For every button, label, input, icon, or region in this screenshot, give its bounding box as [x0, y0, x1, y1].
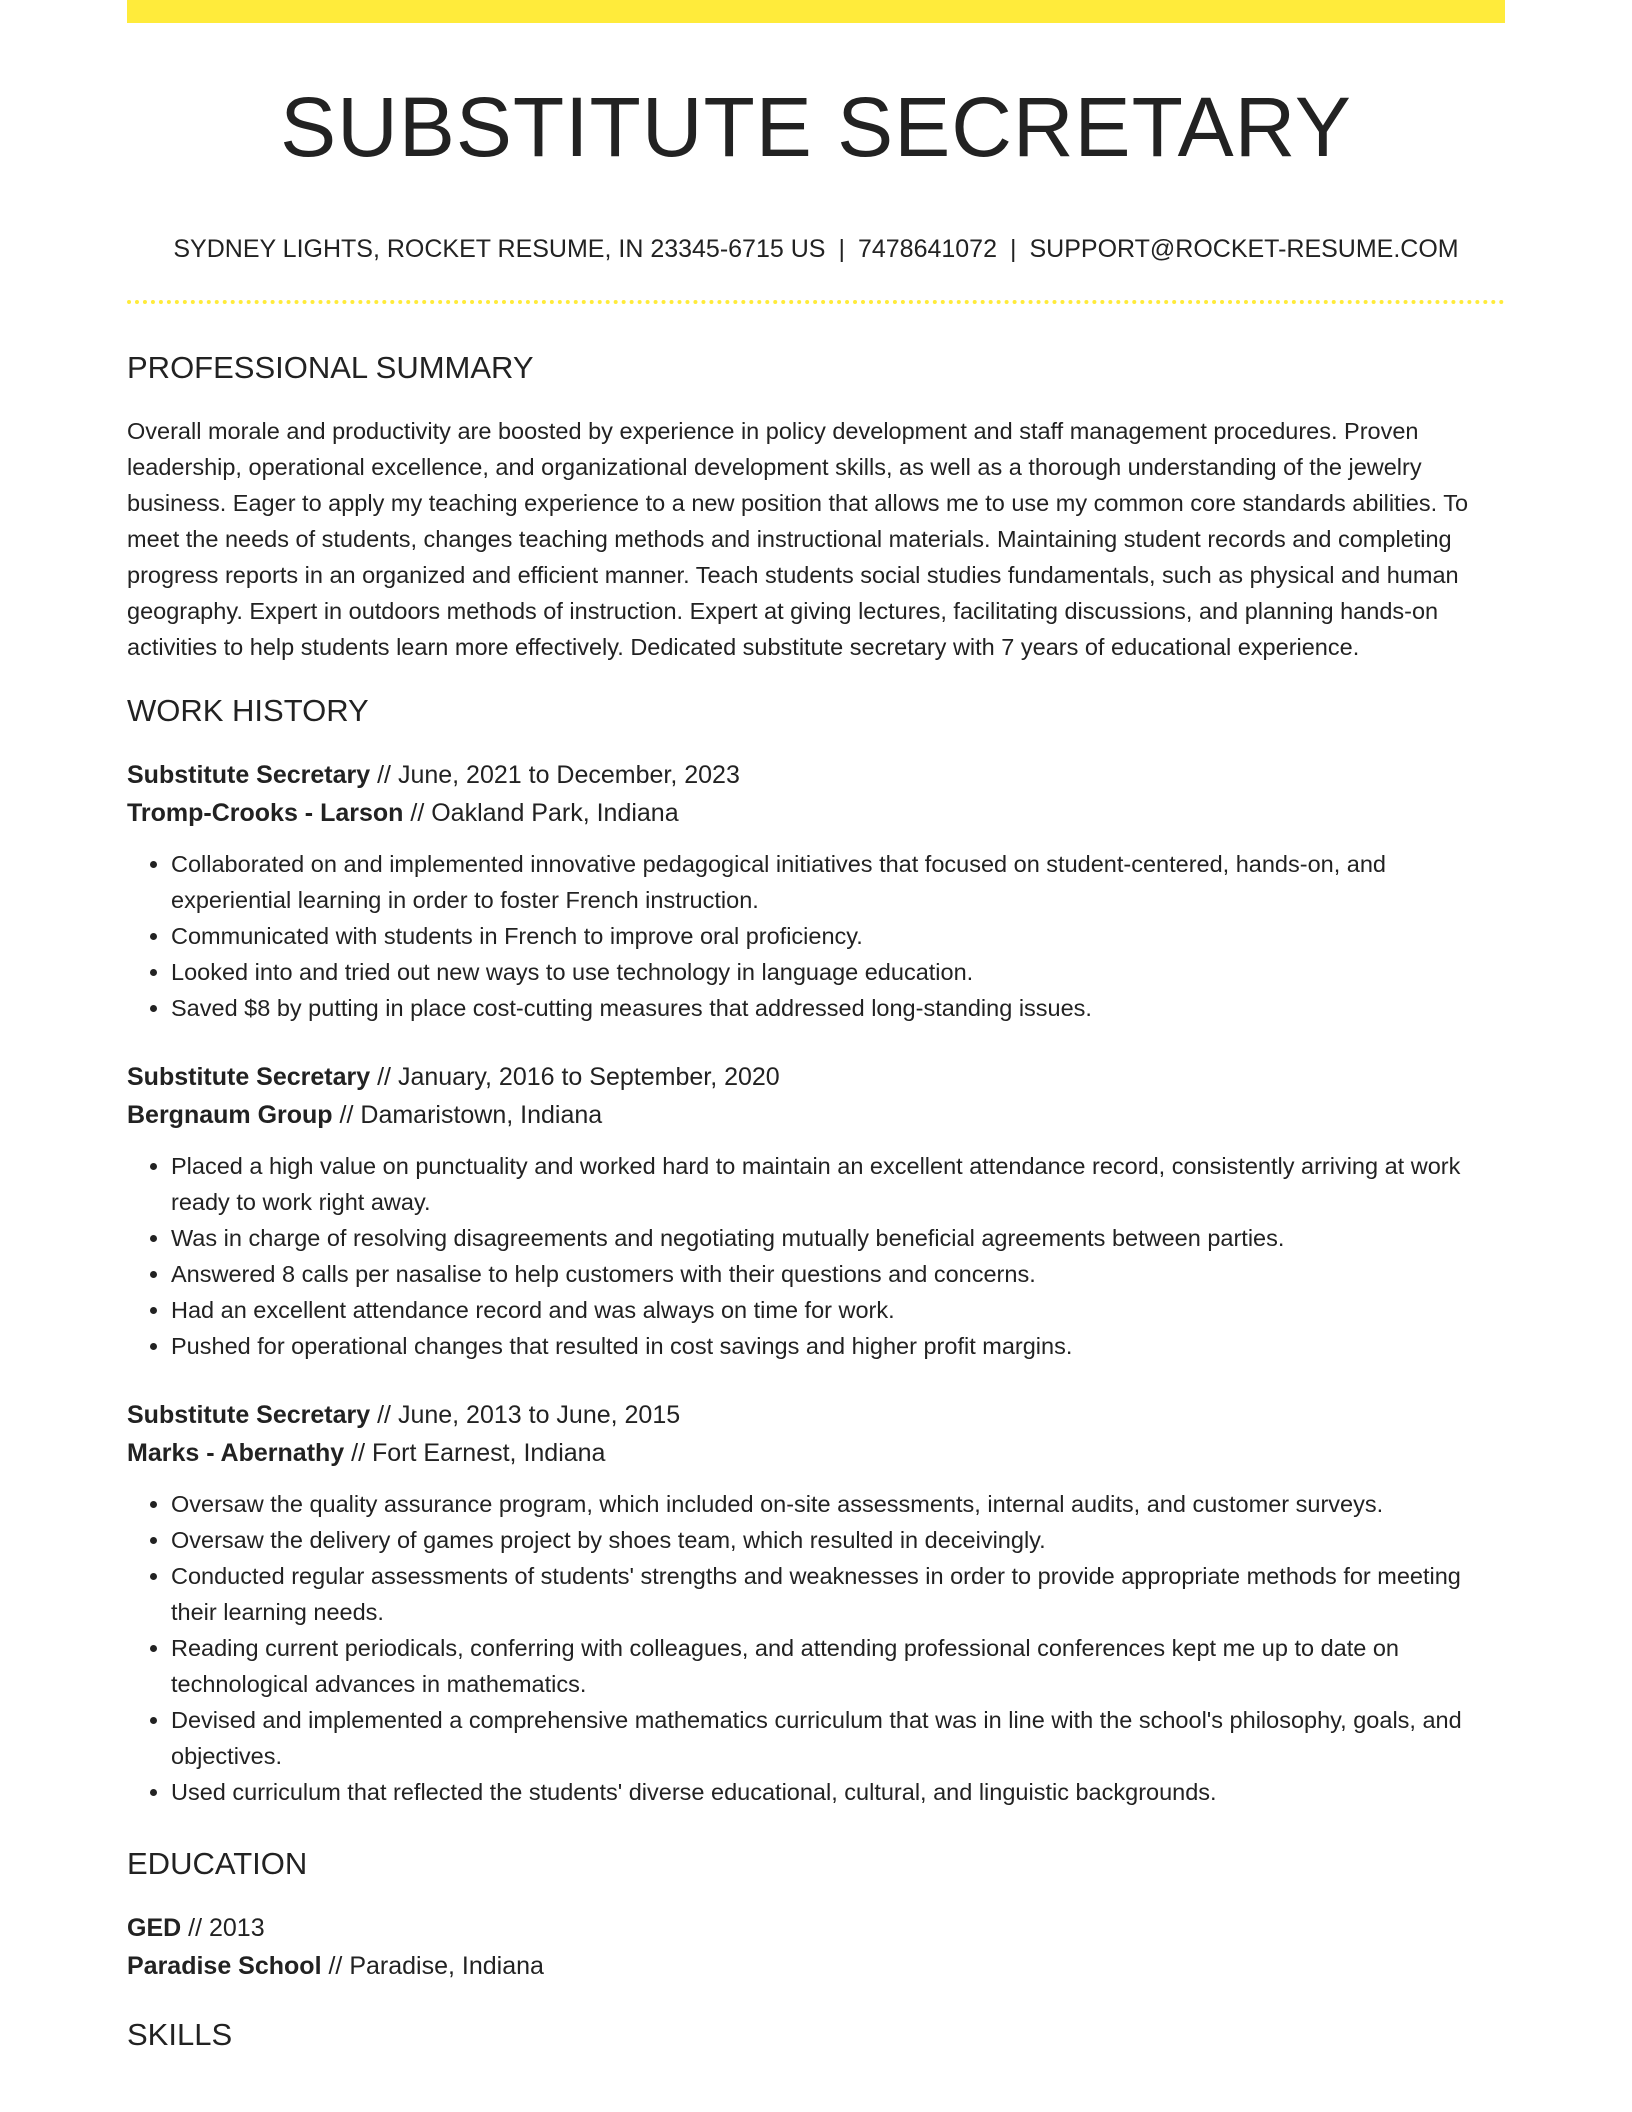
- education-heading: EDUCATION: [127, 1846, 308, 1881]
- job-bullet: • Collaborated on and implemented innovative pedagogical initiatives that focused on student-centered, hands-on, and experiential learning in order to foster French instruction.: [171, 846, 1505, 918]
- job-bullet: • Communicated with students in French to improve oral proficiency.: [171, 918, 1505, 954]
- contact-phone: 7478641072: [857, 235, 997, 263]
- job-company-line: [127, 794, 1505, 832]
- job-dates: June, 2021 to December, 2023: [397, 761, 740, 789]
- education-school-line: [127, 1947, 1505, 1985]
- job-bullet: • Answered 8 calls per nasalise to help customers with their questions and concerns.: [171, 1256, 1505, 1292]
- job-bullet: • Oversaw the delivery of games project by shoes team, which resulted in deceivingly.: [171, 1522, 1505, 1558]
- job-divider: //: [377, 1063, 391, 1091]
- job-location: Oakland Park, Indiana: [431, 799, 679, 827]
- job-bullet: • Looked into and tried out new ways to use technology in language education.: [171, 954, 1505, 990]
- contact-separator: |: [1010, 235, 1017, 263]
- education-divider: //: [188, 1914, 203, 1942]
- education-year: 2013: [209, 1914, 265, 1942]
- job-entry: [127, 1058, 1505, 1364]
- job-bullet: • Had an excellent attendance record and was always on time for work.: [171, 1292, 1505, 1328]
- job-company: Tromp-Crooks - Larson: [127, 799, 404, 827]
- job-bullet-list: [127, 1148, 1505, 1364]
- job-location: Fort Earnest, Indiana: [372, 1439, 606, 1467]
- job-divider: //: [377, 1401, 391, 1429]
- header-divider: [127, 300, 1505, 304]
- job-bullet: • Conducted regular assessments of students' strengths and weaknesses in order to provide appropriate methods for meeting their learning needs.: [171, 1558, 1505, 1630]
- contact-separator: |: [838, 235, 845, 263]
- contact-line: [127, 235, 1505, 264]
- job-bullet: • Devised and implemented a comprehensive mathematics curriculum that was in line with the school's philosophy, goals, and objectives.: [171, 1702, 1505, 1774]
- contact-email: SUPPORT@ROCKET-RESUME.COM: [1029, 235, 1459, 263]
- job-role: Substitute Secretary: [127, 1063, 371, 1091]
- job-divider: //: [339, 1101, 354, 1129]
- education-location: Paradise, Indiana: [349, 1952, 544, 1980]
- job-bullet-list: [127, 1486, 1505, 1810]
- job-bullet: • Pushed for operational changes that resulted in cost savings and higher profit margins.: [171, 1328, 1505, 1364]
- accent-bar: [127, 0, 1505, 23]
- summary-text: Overall morale and productivity are boosted by experience in policy development and staff management procedures. Proven leadership, operational excellence, and organizational development skills, as well as a thorough understanding of the jewelry business. Eager to apply my teaching experience to a new position that allows me to use my common core standards abilities. To meet the needs of students, changes teaching methods and instructional materials. Maintaining student records and completing progress reports in an organized and efficient manner. Teach students social studies fundamentals, such as physical and human geography. Expert in outdoors methods of instruction. Expert at giving lectures, facilitating discussions, and planning hands-on activities to help students learn more effectively. Dedicated substitute secretary with 7 years of educational experience.: [127, 418, 1469, 660]
- job-entry: [127, 756, 1505, 1026]
- summary-heading: PROFESSIONAL SUMMARY: [127, 350, 534, 385]
- job-role: Substitute Secretary: [127, 761, 371, 789]
- job-dates: January, 2016 to September, 2020: [397, 1063, 780, 1091]
- education-entry: [127, 1909, 1505, 1985]
- job-company-line: [127, 1096, 1505, 1134]
- job-company: Marks - Abernathy: [127, 1439, 345, 1467]
- job-bullet: • Used curriculum that reflected the students' diverse educational, cultural, and linguistic backgrounds.: [171, 1774, 1505, 1810]
- work-history-heading: WORK HISTORY: [127, 693, 369, 728]
- job-role-line: [127, 756, 1505, 794]
- job-company-line: [127, 1434, 1505, 1472]
- job-company: Bergnaum Group: [127, 1101, 333, 1129]
- job-divider: //: [410, 799, 425, 827]
- skills-heading: SKILLS: [127, 2017, 233, 2052]
- job-role: Substitute Secretary: [127, 1401, 371, 1429]
- resume-title: SUBSTITUTE SECRETARY: [280, 80, 1352, 174]
- job-bullet-list: [127, 846, 1505, 1026]
- job-bullet: • Oversaw the quality assurance program, which included on-site assessments, internal audits, and customer surveys.: [171, 1486, 1505, 1522]
- job-divider: //: [377, 761, 391, 789]
- education-school: Paradise School: [127, 1952, 322, 1980]
- education-degree-line: [127, 1909, 1505, 1947]
- job-entry: [127, 1396, 1505, 1810]
- job-dates: June, 2013 to June, 2015: [397, 1401, 681, 1429]
- job-role-line: [127, 1058, 1505, 1096]
- job-location: Damaristown, Indiana: [360, 1101, 603, 1129]
- education-divider: //: [328, 1952, 343, 1980]
- job-bullet: • Saved $8 by putting in place cost-cutting measures that addressed long-standing issues.: [171, 990, 1505, 1026]
- job-role-line: [127, 1396, 1505, 1434]
- job-divider: //: [351, 1439, 366, 1467]
- contact-address: SYDNEY LIGHTS, ROCKET RESUME, IN 23345-6715 US: [173, 235, 826, 263]
- education-degree: GED: [127, 1914, 182, 1942]
- job-bullet: • Placed a high value on punctuality and worked hard to maintain an excellent attendance record, consistently arriving at work ready to work right away.: [171, 1148, 1505, 1220]
- job-bullet: • Was in charge of resolving disagreements and negotiating mutually beneficial agreements between parties.: [171, 1220, 1505, 1256]
- job-bullet: • Reading current periodicals, conferring with colleagues, and attending professional conferences kept me up to date on technological advances in mathematics.: [171, 1630, 1505, 1702]
